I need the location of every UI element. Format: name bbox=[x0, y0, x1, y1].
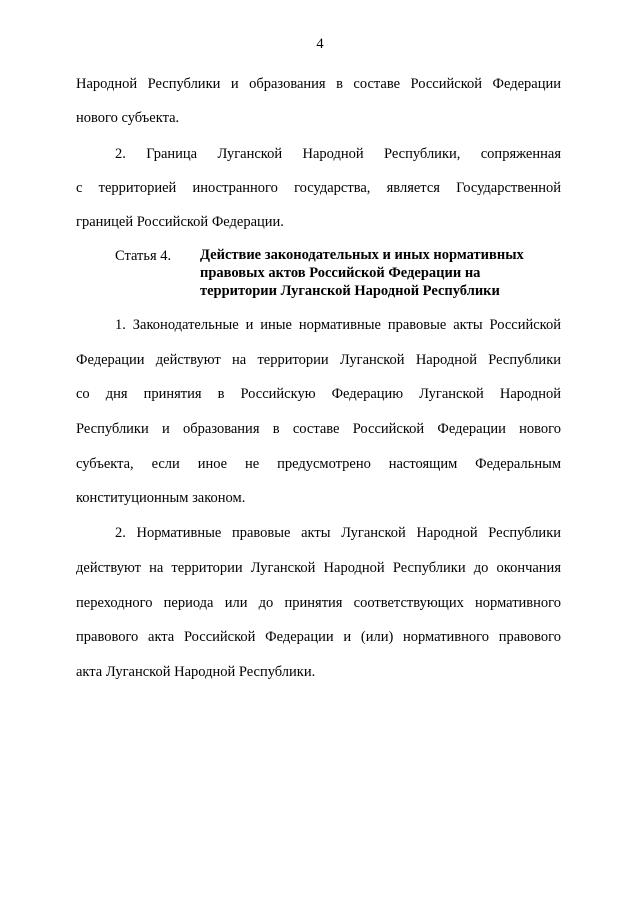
paragraph-line: Федерации действуют на территории Луганской Народной Республики bbox=[76, 352, 561, 368]
paragraph-line: границей Российской Федерации. bbox=[76, 214, 284, 230]
article-title bbox=[200, 246, 560, 300]
paragraph-line: субъекта, если иное не предусмотрено настоящим Федеральным bbox=[76, 456, 561, 472]
page-number: 4 bbox=[316, 36, 324, 52]
paragraph-line: со дня принятия в Российскую Федерацию Луганской Народной bbox=[76, 386, 561, 402]
paragraph-line: 2. Граница Луганской Народной Республики, сопряженная bbox=[115, 146, 561, 162]
article-label: Статья 4. bbox=[115, 248, 172, 264]
paragraph-line: 1. Законодательные и иные нормативные правовые акты Российской bbox=[115, 317, 561, 333]
paragraph-line: 2. Нормативные правовые акты Луганской Народной Республики bbox=[115, 525, 561, 541]
paragraph-line: акта Луганской Народной Республики. bbox=[76, 664, 316, 680]
paragraph-line: нового субъекта. bbox=[76, 110, 180, 126]
article-title-line: Действие законодательных и иных нормативных bbox=[200, 247, 524, 263]
paragraph-line: переходного периода или до принятия соответствующих нормативного bbox=[76, 595, 561, 611]
paragraph-line: правового акта Российской Федерации и (или) нормативного правового bbox=[76, 629, 561, 645]
paragraph-line: конституционным законом. bbox=[76, 490, 246, 506]
paragraph-line: с территорией иностранного государства, является Государственной bbox=[76, 180, 561, 196]
article-title-line: территории Луганской Народной Республики bbox=[200, 283, 500, 299]
paragraph-line: Народной Республики и образования в составе Российской Федерации bbox=[76, 76, 561, 92]
paragraph-line: Республики и образования в составе Российской Федерации нового bbox=[76, 421, 561, 437]
paragraph-line: действуют на территории Луганской Народной Республики до окончания bbox=[76, 560, 561, 576]
article-title-line: правовых актов Российской Федерации на bbox=[200, 265, 481, 281]
